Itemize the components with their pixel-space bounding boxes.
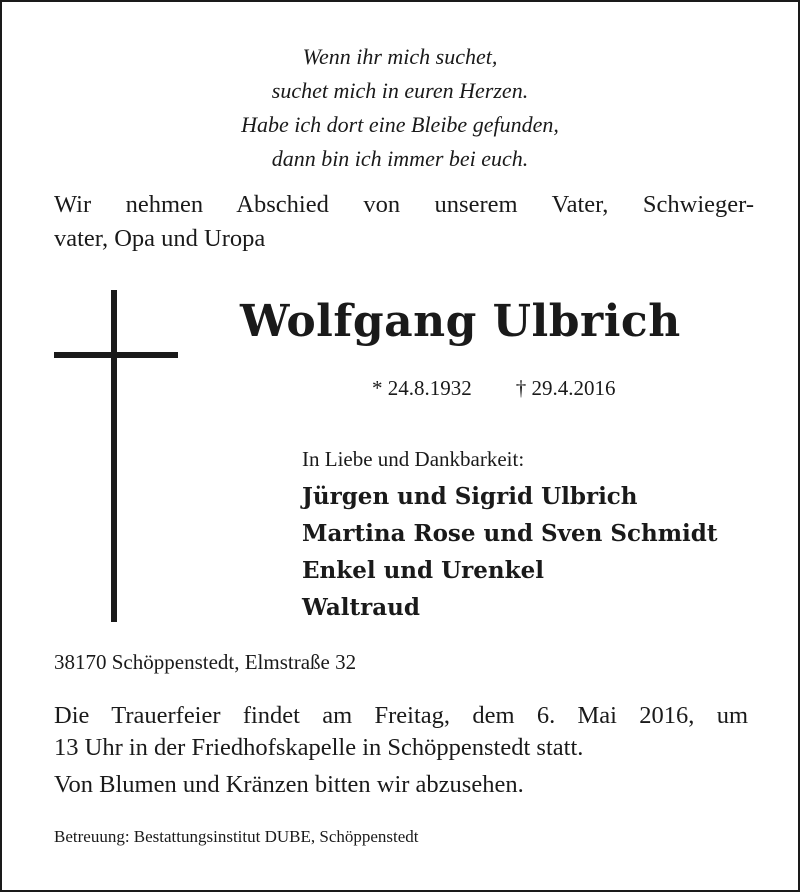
birth-date: * 24.8.1932 [372, 376, 472, 400]
poem-line: suchet mich in euren Herzen. [271, 78, 529, 103]
life-dates [372, 372, 672, 404]
poem-line: Wenn ihr mich suchet, [302, 44, 498, 69]
farewell-intro [54, 188, 754, 256]
intro-line: vater, Opa und Uropa [54, 225, 266, 252]
ceremony-line: 13 Uhr in der Friedhofskapelle in Schöppenstedt statt. [54, 734, 584, 761]
flowers-note: Von Blumen und Kränzen bitten wir abzusehen. [54, 771, 524, 798]
death-date: † 29.4.2016 [515, 376, 616, 400]
funeral-home-credit: Betreuung: Bestattungsinstitut DUBE, Schöppenstedt [54, 827, 419, 846]
mourner-name: Enkel und Urenkel [302, 557, 544, 584]
dedication: In Liebe und Dankbarkeit: [302, 447, 525, 471]
mourner-list [302, 478, 772, 626]
deceased-name: Wolfgang Ulbrich [240, 296, 681, 347]
poem [0, 40, 800, 176]
address: 38170 Schöppenstedt, Elmstraße 32 [54, 650, 357, 674]
cross-horizontal-bar [54, 352, 178, 358]
poem-line: dann bin ich immer bei euch. [271, 146, 529, 171]
ceremony-line: Die Trauerfeier findet am Freitag, dem 6. Mai 2016, um [54, 702, 748, 729]
cross-vertical-bar [111, 290, 117, 622]
ceremony-info [54, 700, 748, 764]
mourner-name: Jürgen und Sigrid Ulbrich [302, 483, 638, 510]
intro-line: Wir nehmen Abschied von unserem Vater, Schwieger- [54, 191, 754, 218]
mourner-name: Martina Rose und Sven Schmidt [302, 520, 718, 547]
poem-line: Habe ich dort eine Bleibe gefunden, [241, 112, 559, 137]
mourner-name: Waltraud [302, 594, 420, 621]
